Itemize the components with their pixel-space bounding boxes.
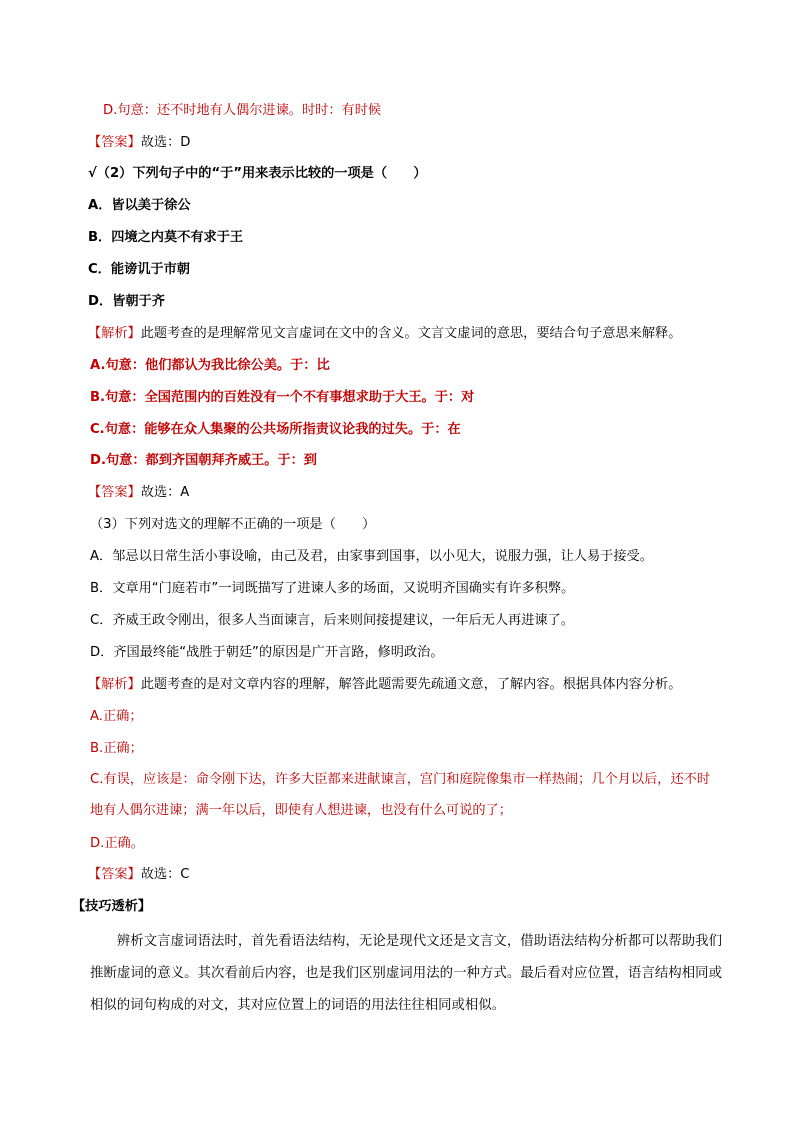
q2-explanation-c: C.句意：能够在众人集聚的公共场所指责议论我的过失。于：在 bbox=[90, 422, 461, 437]
q3-explanation-a: A.正确； bbox=[90, 709, 143, 724]
answer-tag: 【答案】 bbox=[88, 135, 141, 150]
q3-explanation-b: B.正确； bbox=[90, 741, 143, 756]
q2-answer bbox=[88, 484, 189, 502]
q1-answer bbox=[88, 134, 190, 152]
analysis-tag: 【解析】 bbox=[88, 677, 141, 692]
q3-option-d: D．齐国最终能“战胜于朝廷”的原因是广开言路，修明政治。 bbox=[90, 645, 444, 660]
q3-analysis bbox=[88, 676, 681, 694]
answer-text: 故选：A bbox=[140, 485, 190, 500]
q2-explanation-b: B.句意：全国范围内的百姓没有一个不有事想求助于大王。于：对 bbox=[90, 390, 475, 405]
answer-text: 故选：C bbox=[140, 867, 190, 882]
q3-option-b: B．文章用“门庭若市”一词既描写了进谏人多的场面，又说明齐国确实有许多积弊。 bbox=[90, 581, 575, 596]
tips-body: 辨析文言虚词语法时，首先看语法结构，无论是现代文还是文言文，借助语法结构分析都可以帮助我们推断虚词的意义。其次看前后内容，也是我们区别虚词用法的一种方式。最后看对应位置，语言结构相同或相似的词句构成的对文，其对应位置上的词语的用法往往相同或相似。 bbox=[90, 934, 722, 1013]
q3-answer bbox=[88, 866, 190, 884]
tips-heading: 【技巧透析】 bbox=[72, 899, 152, 914]
q2-option-b: B．四境之内莫不有求于王 bbox=[88, 230, 244, 245]
q2-explanation-a: A.句意：他们都认为我比徐公美。于：比 bbox=[90, 358, 330, 373]
q3-option-a: A．邹忌以日常生活小事设喻，由己及君，由家事到国事，以小见大，说服力强，让人易于接受。 bbox=[90, 549, 653, 564]
q1-option-d-explanation: D.句意：还不时地有人偶尔进谏。时时：有时候 bbox=[103, 103, 382, 118]
q3-question: （3）下列对选文的理解不正确的一项是（ ） bbox=[90, 517, 376, 532]
q3-option-c: C．齐威王政令刚出，很多人当面谏言，后来则间接提建议，一年后无人再进谏了。 bbox=[90, 613, 574, 628]
answer-tag: 【答案】 bbox=[88, 867, 141, 882]
q3-explanation-c: C.有误，应该是：命令刚下达，许多大臣都来进献谏言，宫门和庭院像集市一样热闹；几个月以后，还不时地有人偶尔进谏；满一年以后，即使有人想进谏，也没有什么可说的了； bbox=[90, 772, 711, 818]
analysis-text: 此题考查的是对文章内容的理解，解答此题需要先疏通文意，了解内容。根据具体内容分析。 bbox=[140, 677, 682, 692]
q2-analysis bbox=[88, 325, 681, 343]
analysis-tag: 【解析】 bbox=[88, 326, 141, 341]
q2-option-a: A．皆以美于徐公 bbox=[88, 198, 191, 213]
answer-text: 故选：D bbox=[140, 135, 191, 150]
q2-option-d: D．皆朝于齐 bbox=[88, 294, 165, 309]
analysis-text: 此题考查的是理解常见文言虚词在文中的含义。文言文虚词的意思，要结合句子意思来解释。 bbox=[140, 326, 682, 341]
q2-option-c: C．能谤讥于市朝 bbox=[88, 262, 190, 277]
q2-question: √（2）下列句子中的“于”用来表示比较的一项是（ ） bbox=[88, 166, 427, 181]
answer-tag: 【答案】 bbox=[88, 485, 141, 500]
q2-explanation-d: D.句意：都到齐国朝拜齐威王。于：到 bbox=[90, 453, 317, 468]
q3-explanation-d: D.正确。 bbox=[90, 836, 144, 851]
